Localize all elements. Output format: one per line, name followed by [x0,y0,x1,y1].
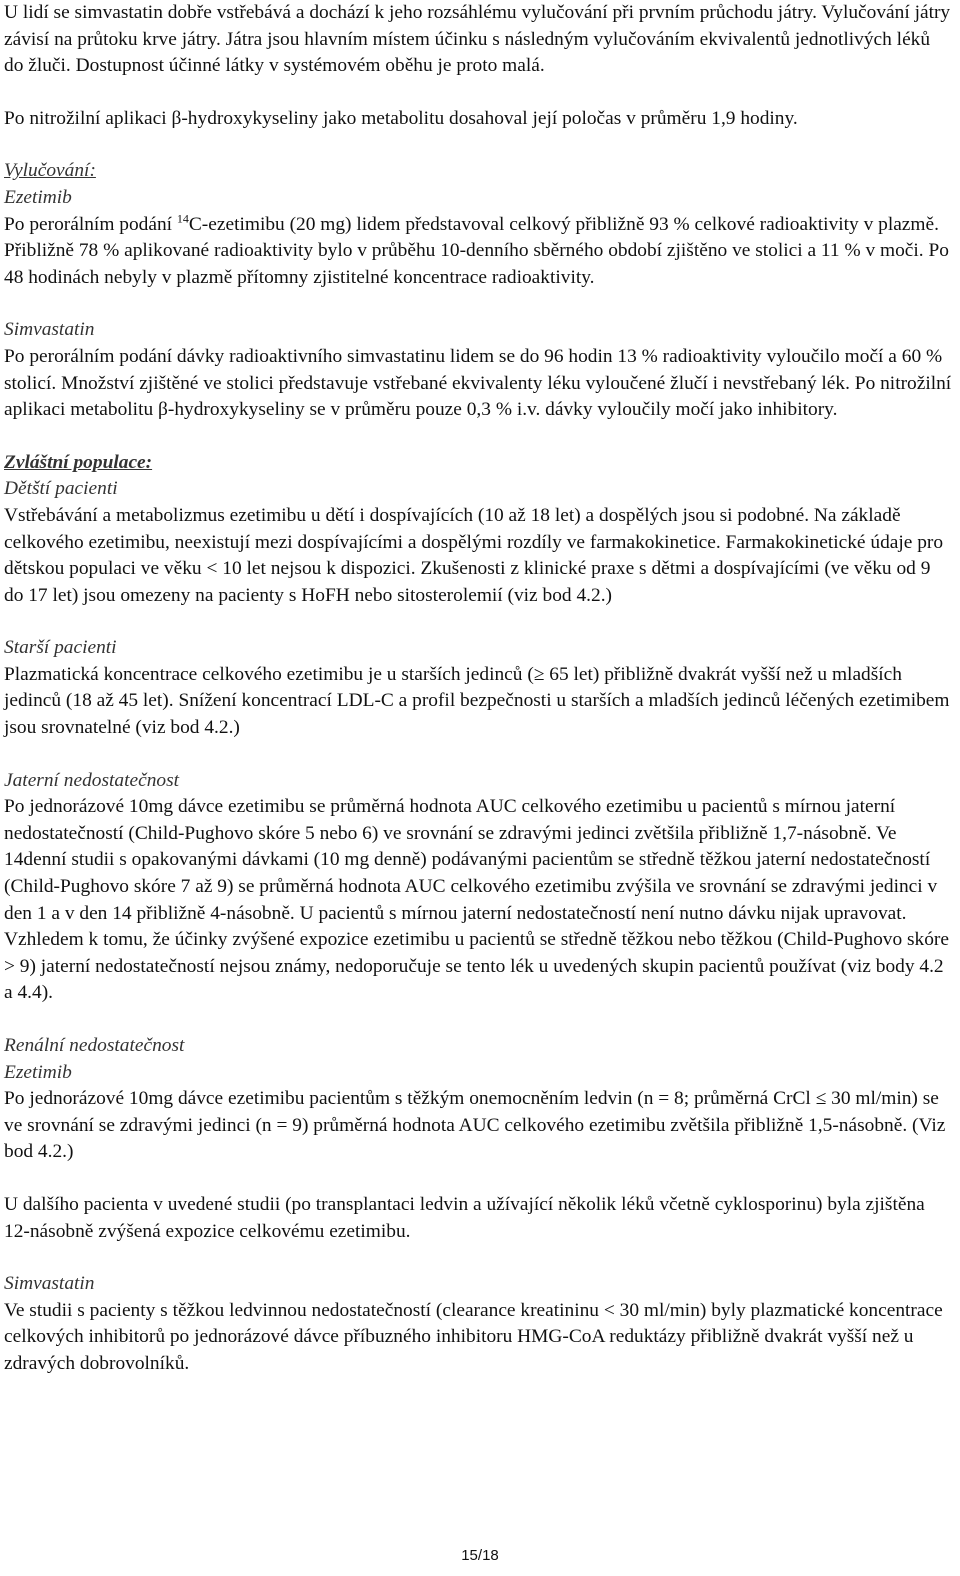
page-number: 15/18 [461,1547,499,1564]
renal-simvastatin-label: Simvastatin [4,1273,95,1295]
children-paragraph: Vstřebávání a metabolizmus ezetimibu u dětí i dospívajících (10 až 18 let) a dospělých jsou si podobné. Na základě celkového ezetimibu, neexistují mezi dospívajícími a dospělými rozdíly ve farmakokinetice. Farmakokinetické údaje pro dětskou populaci ve věku < 10 let nejsou k dispozici. Zkušenosti z klinické praxe s dětmi a dospívajícími (ve věku od 9 do 17 let) jsou omezeny na pacienty s HoFH nebo sitosterolemií (viz bod 4.2.) [4,504,944,606]
renal-transplant-paragraph: U dalšího pacienta v uvedené studii (po transplantaci ledvin a užívající několik léků včetně cyklosporinu) byla zjištěna 12-násobně zvýšená expozice celkovému ezetimibu. [4,1193,925,1242]
renal-simvastatin-paragraph: Ve studii s pacienty s těžkou ledvinnou nedostatečností (clearance kreatininu < 30 ml/min) byly plazmatické koncentrace celkových inhibitorů po jednorázové dávce příbuzného inhibitoru HMG-CoA reduktázy přibližně dvakrát vyšší než u zdravých dobrovolníků. [4,1299,943,1374]
excretion-simvastatin-paragraph: Po perorálním podání dávky radioaktivního simvastatinu lidem se do 96 hodin 13 % radioaktivity vyloučilo močí a 60 % stolicí. Množství zjištěné ve stolici představuje vstřebané ekvivalenty léku vyloučené žlučí i nevstřebaný lék. Po nitrožilní aplikaci metabolitu β-hydroxykyseliny se v průměru pouze 0,3 % i.v. dávky vyloučily močí jako inhibitory. [4,345,952,421]
excretion-ezetimib-label: Ezetimib [4,186,72,208]
hydroxy-acid-paragraph: Po nitrožilní aplikaci β-hydroxykyseliny jako metabolitu dosahoval její poločas v průměru 1,9 hodiny. [4,107,798,129]
hepatic-paragraph: Po jednorázové 10mg dávce ezetimibu se průměrná hodnota AUC celkového ezetimibu u pacientů s mírnou jaterní nedostatečností (Child-Pughovo skóre 5 nebo 6) ve srovnání se zdravými jedinci zvětšila přibližně 1,7-násobně. Ve 14denní studii s opakovanými dávkami (10 mg denně) podávanými pacientům se středně těžkou jaterní nedostatečností (Child-Pughovo skóre 7 až 9) se průměrná hodnota AUC celkového ezetimibu zvýšila ve srovnání se zdravými jedinci v den 1 a v den 14 přibližně 4-násobně. U pacientů s mírnou jaterní nedostatečností není nutno dávku nijak upravovat. Vzhledem k tomu, že účinky zvýšené expozice ezetimibu u pacientů se středně těžkou nebo těžkou (Child-Pughovo skóre > 9) jaterní nedostatečností nejsou známy, nedoporučuje se tento lék u uvedených skupin pacientů používat (viz body 4.2 a 4.4). [4,796,949,1004]
hepatic-label: Jaterní nedostatečnost [4,769,180,791]
elderly-label: Starší pacienti [4,637,117,659]
excretion-ezetimib-paragraph [4,212,954,292]
isotope-superscript: 14 [176,211,189,226]
excretion-heading: Vylučování: [4,160,96,182]
special-populations-heading: Zvláštní populace: [4,451,153,473]
intro-paragraph: U lidí se simvastatin dobře vstřebává a dochází k jeho rozsáhlému vylučování při prvním průchodu játry. Vylučování játry závisí na průtoku krve játry. Játra jsou hlavním místem účinku s následným vylučováním ekvivalentů jednotlivých léků do žluči. Dostupnost účinné látky v systémovém oběhu je proto malá. [4,2,951,77]
children-label: Dětští pacienti [4,478,118,500]
excretion-ezetimib-text-rest: C-ezetimibu (20 mg) lidem představoval celkový přibližně 93 % celkové radioaktivity v plazmě. Přibližně 78 % aplikované radioaktivity bylo v průběhu 10-denního sběrného období zjištěno ve stolici a 11 % v moči. Po 48 hodinách nebyly v plazmě přítomny zjistitelné koncentrace radioaktivity. [4,213,949,288]
excretion-ezetimib-text-start: Po perorálním podání [4,213,177,235]
elderly-paragraph: Plazmatická koncentrace celkového ezetimibu je u starších jedinců (≥ 65 let) přibližně dvakrát vyšší než u mladších jedinců (18 až 45 let). Snížení koncentrací LDL-C a profil bezpečnosti u starších a mladších jedinců léčených ezetimibem jsou srovnatelné (viz bod 4.2.) [4,663,950,739]
excretion-simvastatin-label: Simvastatin [4,319,95,341]
renal-label: Renální nedostatečnost [4,1035,185,1056]
document-page [4,0,954,1378]
renal-ezetimib-label: Ezetimib [4,1061,72,1083]
renal-ezetimib-paragraph: Po jednorázové 10mg dávce ezetimibu pacientům s těžkým onemocněním ledvin (n = 8; průměrná CrCl ≤ 30 ml/min) se ve srovnání se zdravými jedinci (n = 9) průměrná hodnota AUC celkového ezetimibu zvětšila přibližně 1,5-násobně. (Viz bod 4.2.) [4,1088,946,1163]
